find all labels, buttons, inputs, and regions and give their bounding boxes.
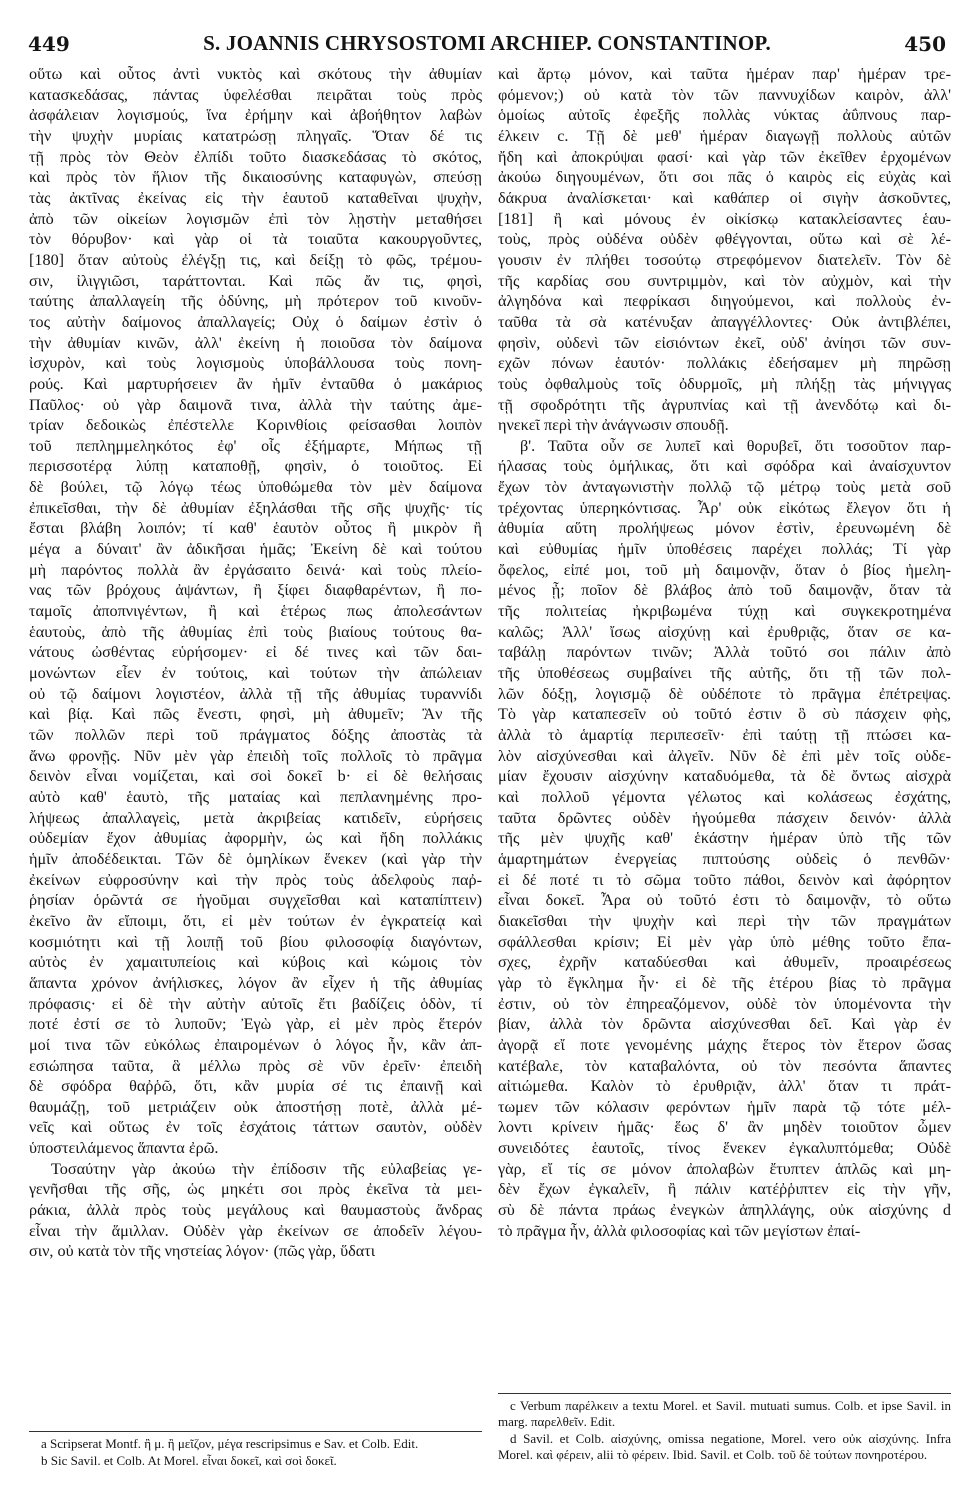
text-line: μὴ παρόντος πολλὰ ἂν ἐργάσαιτο δεινά· καὶ τοὺς πλείο- — [29, 560, 482, 579]
text-line: σιν, οὐ κατὰ τὸν τῆς νηστείας λόγον· (πῶς γὰρ, ὕδατι — [29, 1242, 376, 1261]
text-line: περισσοτέρᾳ λύπῃ καταποθῇ, φησὶν, ὁ τοιοῦτος. Εἰ — [29, 457, 482, 476]
text-line: εἶναι τὴν ἅμιλλαν. Οὐδὲν γὰρ ἐκείνων σε ἀποδεῖν λέγου- — [29, 1221, 482, 1240]
text-line: ἐκεῖνο ἂν εἴποιμι, ὅτι, εἰ μὲν τούτων ἐν ἐγκρατείᾳ καὶ — [29, 911, 482, 930]
text-line: εἶναι δοκεῖ. Ἆρα οὐ τοῦτό ἐστι τὸ δαιμονᾷν, τὸ οὕτω — [498, 891, 951, 910]
text-line: [180] ὅταν αὐτοὺς ἐλέγξῃ τις, καὶ δείξῃ τὸ φῶς, τρέμου- — [29, 250, 482, 269]
text-line: ἑαυτοὺς, ἀπὸ τῆς ἀθυμίας ἐπὶ τοὺς βιαίους τούτους θα- — [29, 622, 482, 641]
text-line: καὶ πρὸς τὸν ἥλιον τῆς δικαιοσύνης καταφυγὼν, σπεύσῃ — [29, 168, 482, 187]
text-line: τοῦ πεπλημμεληκότος ἐφ' οἷς ἐξήμαρτε, Μήπως τῇ — [29, 436, 482, 455]
text-line: Τοσαύτην γὰρ ἀκούω τὴν ἐπίδοσιν τῆς εὐλαβείας γε- — [51, 1159, 482, 1178]
text-line: γενῆσθαι τῆς σῆς, ὡς μηκέτι σοι πρὸς ἐκεῖνα τὰ μει- — [29, 1180, 482, 1199]
text-line: διακεῖσθαι τὴν ψυχὴν καὶ περὶ τὴν τῶν πραγμάτων — [498, 911, 951, 930]
text-line: ὑποστειλάμενος ἅπαντα ἐρῶ. — [29, 1139, 219, 1158]
text-line: γουσιν ἐν πλήθει τοσούτῳ στρεφόμενον διατελεῖν. Τὸν δὲ — [498, 250, 951, 269]
footnote-rule-left — [29, 1431, 482, 1432]
footnote-a: a Scripserat Montf. ἢ μ. ἢ μεῖζον, μέγα rescripsimus e Sav. et Colb. Edit. — [41, 1436, 419, 1451]
text-line: μένος ᾖ; ποῖον δὲ βλάβος ἀπὸ τοῦ δαιμονᾷν, ὅταν τὰ — [498, 581, 951, 600]
text-line: φόμενον;) οὐ κατὰ τὸν τῶν παννυχίδων καιρὸν, ἀλλ' — [498, 85, 951, 104]
right-paragraph-1 — [498, 64, 951, 436]
text-line: ἀκούω διηγουμένων, ὅτι σοι πᾶς ὁ καιρὸς εἰς εὐχὰς καὶ — [498, 168, 951, 187]
text-line: ἤδη καὶ ἀποκρύψαι φασί· καὶ γὰρ τῶν ἐκεῖθεν ἐρχομένων — [498, 147, 951, 166]
text-line: νάτους ὠσθέντας εὑρήσομεν· εἰ δέ τινες καὶ τῶν δαι- — [29, 643, 482, 662]
text-line: ἅπαντα χρόνον ἀνήλισκες, λόγον ἂν εἶχεν ἡ τῆς ἀθυμίας — [29, 973, 482, 992]
text-line: ταῦτα δρῶντες οὐδὲν ἡγούμεθα πάσχειν δεινόν· ἀλλὰ — [498, 808, 951, 827]
text-line: τὴν ψυχὴν μυρίαις κατατρώσῃ πληγαῖς. Ὅταν δέ τις — [29, 126, 482, 145]
text-line: ὁμοίως αὐτοῖς ἐφεξῆς πολλὰς νύκτας ἀΰπνους παρ- — [498, 106, 951, 125]
page-number-right: 450 — [904, 32, 946, 56]
text-line: μέγα a δύναιτ' ἂν ἀδικῆσαι ἡμᾶς; Ἐκείνη δὲ καὶ τούτου — [29, 540, 482, 559]
left-column — [29, 64, 482, 1262]
text-line: δὲ βούλει, τῷ λόγῳ τέως ὑποθώμεθα τὸν μὲν δαίμονα — [29, 478, 482, 497]
text-line: δάκρυα ἀναλίσκεται· καὶ καθάπερ οἱ σιγὴν ἀσκοῦντες, — [498, 188, 951, 207]
text-line: τωμεν τῶν κόλασιν φερόντων ἡμῖν παρὰ τῷ τότε μέλ- — [498, 1097, 951, 1116]
text-line: έλκειν c. Τῇ δὲ μεθ' ἡμέραν διαγωγῇ πολλοὺς αὐτῶν — [498, 126, 951, 145]
text-line: δὲ σφόδρα θαῤῥῶ, ὅτι, κἂν μυρία σέ τις ἐπαινῇ καὶ — [29, 1077, 482, 1096]
text-line: πρόφασις· εἰ δὲ τὴν αὐτὴν αὐτοῖς ἔτι βαδίζεις ὁδὸν, τί — [29, 994, 482, 1013]
text-line: τος αὐτὴν δαίμονος ἀπαλλαγείς; Οὐχ ὁ δαίμων ἐστὶν ὁ — [29, 312, 482, 331]
text-line: ἀγορᾷ εἴ ποτε γενομένης μάχης ἕτερος τὸν ἕτερον ὤσας — [498, 1035, 951, 1054]
text-line: δὲν ἔχων ἐγκαλεῖν, ἢ πάλιν κατέῤῥιπτεν εἰς τὴν γῆν, — [498, 1180, 951, 1199]
text-line: βίαν, ἀλλὰ τὸν δρῶντα αἰσχύνεσθαι δεῖ. Καὶ γὰρ ἐν — [498, 1015, 951, 1034]
text-line: τοὺς, πρὸς οὐδένα οὐδὲν φθέγγονται, οὕτω καὶ σὲ λέ- — [498, 230, 951, 249]
footnote-c: c Verbum παρέλκειν a textu Morel. et Savil. mutuati sumus. Colb. et ipse Savil. in marg. παρελθεῖν. Edit. — [498, 1398, 951, 1429]
footnotes-left — [29, 1436, 482, 1470]
text-line: συνειδότες ἑαυτοῖς, τίνος ἕνεκεν ἐγκαλυπτόμεθα; Οὐδὲ — [498, 1139, 951, 1158]
text-line: τὸν θόρυβον· καὶ γὰρ οἱ τὰ τοιαῦτα κακουργοῦντες, — [29, 230, 482, 249]
text-line: λοντι κρίνειν ἡμᾶς· ἕως δ' ἂν μηδὲν τοιοῦτον ὦμεν — [498, 1118, 951, 1137]
text-line: ῥησίαν ὁρῶντά σε ἡγοῦμαι συγχεῖσθαι καὶ καταπίπτειν) — [29, 891, 482, 910]
text-line: ἰσχυρὸν, καὶ τοὺς λογισμοὺς ὑποβάλλουσα τοὺς πονη- — [29, 354, 482, 373]
text-line: ἀπὸ τῶν οἰκείων λογισμῶν ἐπὶ τὸν λῃστὴν μεταθήσει — [29, 209, 482, 228]
text-line: ηνεκεῖ περὶ τὴν ἀνάγνωσιν σπουδῇ. — [498, 416, 729, 435]
text-line: ἐστιν, οὐ τὸν ἐπηρεαζόμενον, οὐδὲ τὸν ὑπομένοντα τὴν — [498, 994, 951, 1013]
text-line: Τὸ γὰρ καταπεσεῖν οὐ τοῦτό ἐστιν ὃ σὺ πάσχειν φὴς, — [498, 705, 951, 724]
text-line: τῆς πολιτείας ἠκριβωμένα τύχῃ καὶ συγκεκροτημένα — [498, 602, 951, 621]
text-line: μονώντων εἶεν ἐν τούτοις, καὶ τούτων τὴν ἀπώλειαν — [29, 664, 482, 683]
left-paragraph-1 — [29, 64, 482, 1159]
text-line: ἐπικεῖσθαι, τὴν δὲ ἀθυμίαν ἐξηλάσθαι τῆς σῆς ψυχῆς· τίς — [29, 498, 482, 517]
text-line: αὐτὸ καθ' ἑαυτὸ, τῆς ματαίας καὶ πεπλανημένης προ- — [29, 787, 482, 806]
text-line: τῆς καρδίας σου συντριμμὸν, καὶ τὸν αὐχμὸν, καὶ τὴν — [498, 271, 951, 290]
text-line: ταμοῖς ἀποπνιγέντων, ἢ καὶ ἑτέρως πως ἀπολεσάντων — [29, 602, 482, 621]
text-line: σχες, ἐχρῆν καταδύεσθαι καὶ ἀθυμεῖν, προαιρέσεως — [498, 953, 951, 972]
text-line: κατασκεδάσας, πάντας ὑφελέσθαι πειρᾶται τοὺς πρὸς — [29, 85, 482, 104]
text-line: εἰ δέ ποτέ τι τὸ σῶμα τοῦτο πάθοι, δεινὸν καὶ ἀφόρητον — [498, 870, 951, 889]
text-line: ἁμαρτημάτων ἐνεργείας πιπτούσης οὐδεὶς ὁ πενθῶν· — [498, 849, 951, 868]
text-line: ἄνω φρονῇς. Νῦν μὲν γὰρ ἐπειδὴ τοῖς πολλοῖς τὸ πρᾶγμα — [29, 746, 482, 765]
left-paragraph-2 — [29, 1159, 482, 1262]
page-header — [28, 28, 946, 58]
text-line: τρέχοντας ὑπερηκόντισας. Ἆρ' οὐκ εἰκότως ἔλεγον ὅτι ἡ — [498, 498, 951, 517]
text-line: τὸ πρᾶγμα ἦν, ἀλλὰ φιλοσοφίας καὶ τῶν μεγίστων ἐπαί- — [498, 1221, 861, 1240]
footnote-b: b Sic Savil. et Colb. At Morel. εἶναι δοκεῖ, καὶ σοὶ δοκεῖ. — [41, 1453, 337, 1468]
footnotes-right — [498, 1398, 951, 1464]
text-line: αὐτὸς ἐν χαμαιτυπείοις καὶ κύβοις καὶ κώμοις τὸν — [29, 953, 482, 972]
text-line: ποτέ ἐστί σε τὸ λυποῦν; Ἐγὼ γὰρ, εἰ μὲν πρὸς ἕτερόν — [29, 1015, 482, 1034]
text-line: [181] ἢ καὶ μόνους ἐν οἰκίσκῳ κατακλείσαντες ἑαυ- — [498, 209, 951, 228]
text-line: ταῦθα τὰ σὰ κατένυξαν ἀπαγγέλλοντες· Οὐκ ἀντιβλέπει, — [498, 312, 951, 331]
text-line: καὶ πολλοῦ γέμοντα γέλωτος καὶ κολάσεως ἐσχάτης, — [498, 787, 951, 806]
text-line: φησὶν, οὐδενὶ τῶν εἰσιόντων ἐκεῖ, οὐδ' ἀνίησι τῶν συν- — [498, 333, 951, 352]
text-line: αἰτιώμεθα. Καλὸν τὸ ἐρυθριᾷν, ἀλλ' ὅταν τι πράτ- — [498, 1077, 951, 1096]
right-paragraph-2 — [498, 436, 951, 1242]
text-line: δεινὸν εἶναι νομίζεται, καὶ σοὶ δοκεῖ b· εἰ δὲ θελήσαις — [29, 767, 482, 786]
text-line: τῇ πρὸς τὸν Θεὸν ἐλπίδι τοῦτο διασκεδάσας τὸ σκότος, — [29, 147, 482, 166]
text-line: ἡμῖν ἀποδέδεικται. Τῶν δὲ ὁμηλίκων ἕνεκεν (καὶ γὰρ τὴν — [29, 849, 482, 868]
text-line: τῆς ὑποθέσεως συμβαίνει τῆς αὐτῆς, ὅτι τῇ τῶν πολ- — [498, 664, 951, 683]
text-line: Παῦλος· οὐ γὰρ δαιμονᾶ τινα, ἀλλὰ τὴν ταύτης ἀμε- — [29, 395, 482, 414]
text-line: οὐ τῷ δαίμονι λογιστέον, ἀλλὰ τῇ τῆς ἀθυμίας τυραννίδι — [29, 684, 482, 703]
footnote-d: d Savil. et Colb. αἰσχύνης, omissa negatione, Morel. vero οὐκ αἰσχύνης. Infra Morel. καὶ φέρειν, alii τὸ φέρειν. Ibid. Savil. et Colb. τοῦ δὲ τούτων πονηροτέρου. — [498, 1431, 951, 1462]
text-line: καὶ εὐθυμίας ἡμῖν ὑποθέσεις παρέχει πολλάς; Τί γὰρ — [498, 540, 951, 559]
text-line: ἔχων τὸν ἀνταγωνιστὴν πολλῷ τῷ μέτρῳ τοὺς μετὰ σοῦ — [498, 478, 951, 497]
text-line: νεῖς καὶ οὕτως ἐν τοῖς ἐσχάτοις τάττων σαυτὸν, οὐδὲν — [29, 1118, 482, 1137]
text-line: ἀσφάλειαν λογισμούς, ἵνα ἐρήμην καὶ ἀβοήθητον λαβὼν — [29, 106, 482, 125]
text-line: κατέβαλε, τὸν καταβαλόντα, οὐ τὸν πεσόντα ἅπαντες — [498, 1056, 951, 1075]
text-line: ταύτης ἀπαλλαγείη τῆς ὀδύνης, μὴ πρότερον τοῦ κινοῦν- — [29, 292, 482, 311]
text-line: ἔσται βλάβη λοιπόν; τί καθ' ἑαυτὸν οὗτος ἢ μικρὸν ἢ — [29, 519, 482, 538]
text-line: τὰς ἀκτῖνας ἐκείνας εἰς τὴν ἑαυτοῦ καταθεῖναι ψυχὴν, — [29, 188, 482, 207]
text-line: τοὺς ὀφθαλμοὺς τοῖς ὀδυρμοῖς, μὴ πλήξῃ τὰς μήνιγγας — [498, 374, 951, 393]
running-title: S. JOANNIS CHRYSOSTOMI ARCHIEP. CONSTANTINOP. — [203, 31, 771, 55]
text-line: καλῶς; Ἀλλ' ἴσως αἰσχύνῃ καὶ ἐρυθριᾷς, ὅταν σε κα- — [498, 622, 951, 641]
text-line: κοσμιότητι καὶ τῇ λοιπῇ τοῦ βίου φιλοσοφίᾳ διαγόντων, — [29, 932, 482, 951]
text-line: λὸν αἰσχύνεσθαι καὶ ἀλγεῖν. Νῦν δὲ ἐπὶ μὲν τοῖς οὐδε- — [498, 746, 951, 765]
text-line: σὺ δὲ πάντα πράως ἐνεγκὼν ἀπηλλάγης, οὐκ αἰσχύνης d — [498, 1201, 951, 1220]
text-line: τρίαν δεδοικὼς ἐπέστελλε Κορινθίοις φείσασθαι λοιπὸν — [29, 416, 482, 435]
text-line: οὐδεμίαν ἔχον ἀθυμίας ἀφορμὴν, ὡς καὶ ἤδη πολλάκις — [29, 829, 482, 848]
text-line: ἀλλὰ τὸ ἁμαρτίᾳ περιπεσεῖν· ἐπὶ ταύτῃ τῇ πτώσει κα- — [498, 726, 951, 744]
text-line: γὰρ τὸ ἔγκλημα ἦν· εἰ δὲ τῆς ἑτέρου βίας τὸ πρᾶγμα — [498, 973, 951, 992]
text-line: τῶν πολλῶν περὶ τοῦ πράγματος δόξης ἀποστὰς τὰ — [29, 726, 482, 744]
text-line: ἀθυμία αὕτη προλήψεως μόνον ἐστὶν, ἐρευνωμένη δὲ — [498, 519, 951, 538]
text-line: οὕτω καὶ οὗτος ἀντὶ νυκτὸς καὶ σκότους τὴν ἀθυμίαν — [29, 65, 482, 83]
text-line: σιν, ἰλιγγιῶσι, ταράττονται. Καὶ πῶς ἄν τις, φησὶ, — [29, 271, 482, 290]
text-line: καὶ βίᾳ. Καὶ πῶς ἔνεστι, φησὶ, μὴ ἀθυμεῖν; Ἂν τῆς — [29, 705, 482, 724]
text-line: τῆς μὲν ψυχῆς καθ' ἑκάστην ἡμέραν ὑπὸ τῆς τῶν — [498, 829, 951, 848]
text-line: ἐκείνων εὐφροσύνην καὶ τὴν πρὸς τοὺς ἀδελφοὺς παῤ- — [29, 870, 482, 889]
page-number-left: 449 — [28, 32, 70, 56]
footnote-rule-right — [498, 1393, 951, 1394]
text-line: μίαν ἔχουσιν αἰσχύνην καταδυόμεθα, τὰ δὲ ὄντως αἰσχρὰ — [498, 767, 951, 786]
text-line: ήλασας τοὺς ὁμήλικας, ὅτι καὶ σφόδρα καὶ ἀναίσχυντον — [498, 457, 951, 476]
text-line: καὶ ἄρτῳ μόνον, καὶ ταῦτα ἡμέραν παρ' ἡμέραν τρε- — [498, 65, 951, 83]
text-line: σφάλλεσθαι κρίσιν; Εἰ μὲν γὰρ ὑπὸ μέθης τοῦτο ἔπα- — [498, 932, 951, 951]
text-line: λήψεως ἀπαλλαγεὶς, μετὰ ἀκριβείας κατιδεῖν, εὑρήσεις — [29, 808, 482, 827]
text-line: λῶν δόξῃ, λογισμῷ δὲ οὐδέποτε τὸ πρᾶγμα ἐπέτρεψας. — [498, 684, 951, 703]
right-column — [498, 64, 951, 1241]
text-line: νας τῶν βρόχους ἀψάντων, ἢ ξίφει διαφθαρέντων, ἢ πο- — [29, 581, 482, 600]
text-line: ὄφελος, εἰπέ μοι, τοῦ μὴ δαιμονᾷν, ὅταν ὁ βίος ἠμελη- — [498, 560, 951, 579]
text-line: ρούς. Καὶ μαρτυρήσειεν ἂν ἡμῖν ἐνταῦθα ὁ μακάριος — [29, 374, 482, 393]
text-line: β'. Ταῦτα οὖν σε λυπεῖ καὶ θορυβεῖ, ὅτι τοσοῦτον παρ- — [520, 436, 951, 455]
text-line: ἀλγηδόνα καὶ πεφρίκασι διηγούμενοι, καὶ πολλοὺς ἐν- — [498, 292, 951, 311]
text-line: εσιώπησα ταῦτα, ἃ μέλλω πρὸς σὲ νῦν ἐρεῖν· ἐπειδὴ — [29, 1056, 482, 1075]
text-line: ράκια, ἀλλὰ πρὸς τοὺς μεγάλους καὶ θαυμαστοὺς ἄνδρας — [29, 1201, 482, 1220]
text-line: θαυμάζῃ, τοῦ μετριάζειν οὐκ ἀποστήσῃ ποτὲ, ἀλλὰ μέ- — [29, 1097, 482, 1116]
text-line: τὴν ἀθυμίαν κινῶν, ἀλλ' ἐκείνη ἡ ποιοῦσα τὸν δαίμονα — [29, 333, 482, 352]
text-line: εχῶν πόνων ἑαυτόν· πολλάκις ἐδεήσαμεν μὴ πηρῶσῃ — [498, 354, 951, 373]
text-line: ταβάλῃ παρόντων τινῶν; Ἀλλὰ τοῦτό σοι πάλιν ἀπὸ — [498, 643, 951, 662]
text-line: τῇ σφοδρότητι τῆς ἀγρυπνίας καὶ τῇ ἀνενδότῳ καὶ δι- — [498, 395, 951, 414]
text-line: μοί τινα τῶν εὐκόλως ἐπαιρομένων ὁ λόγος ἦν, κἂν ἀπ- — [29, 1035, 482, 1054]
text-line: γὰρ, εἴ τίς σε μόνον ἀπολαβὼν ἔτυπτεν ἁπλῶς καὶ μη- — [498, 1159, 951, 1178]
